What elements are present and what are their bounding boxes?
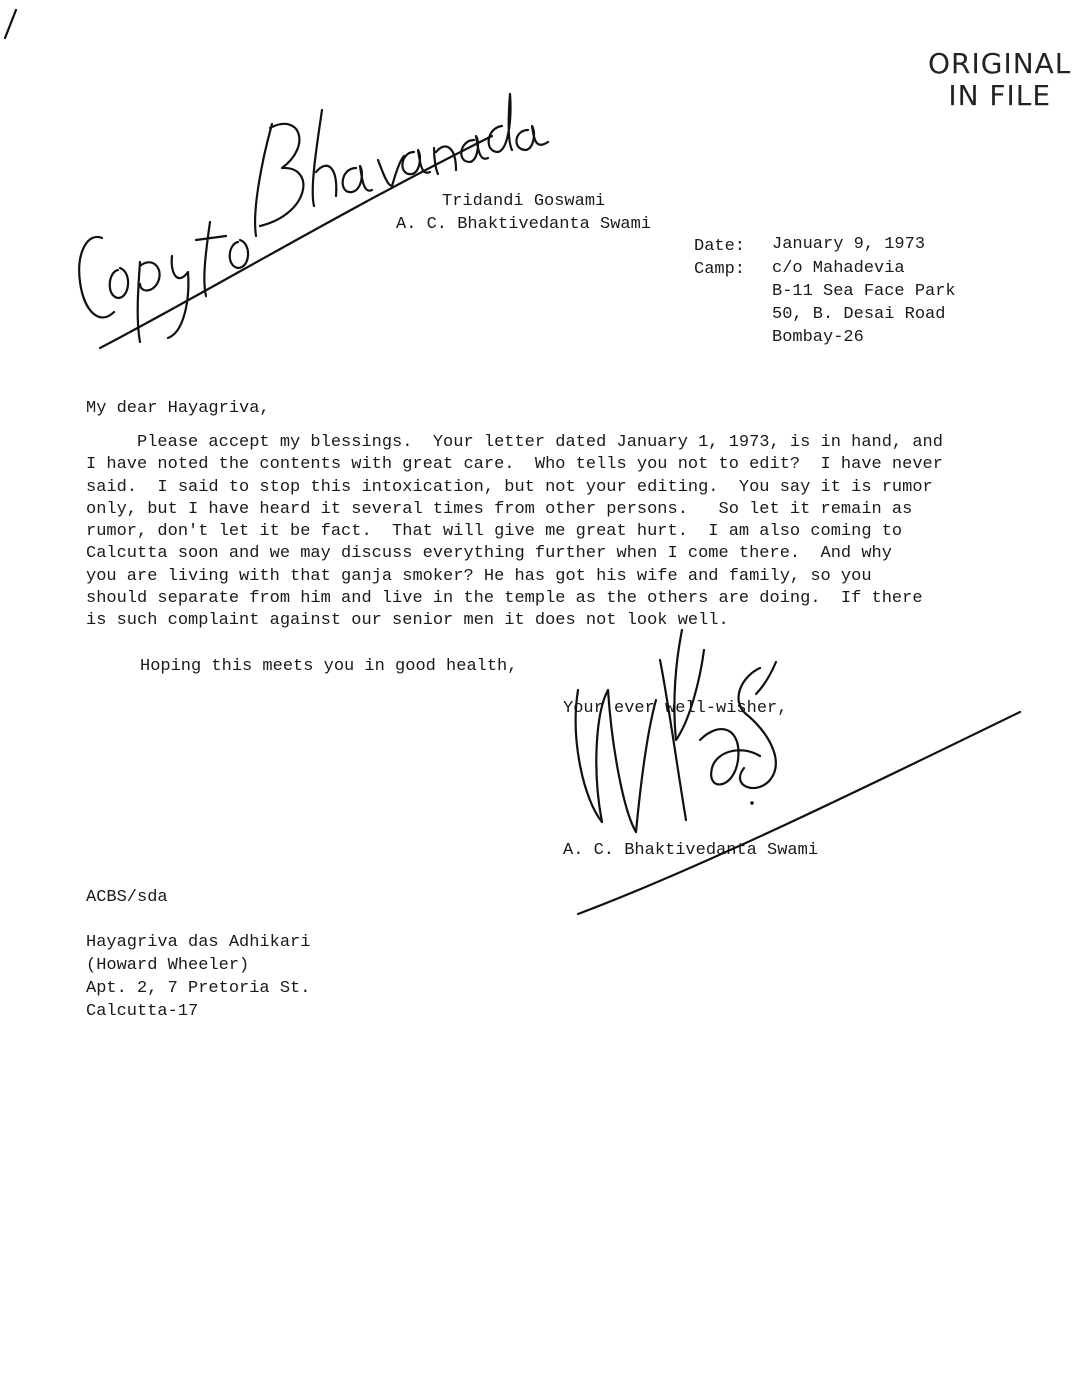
recipient-address [86, 931, 310, 1023]
corner-slash-mark [5, 10, 16, 38]
body-line: Calcutta soon and we may discuss everything further when I come there. And why [86, 544, 892, 564]
letterhead-line-2: A. C. Bhaktivedanta Swami [396, 215, 652, 234]
recipient-line: Hayagriva das Adhikari [86, 933, 311, 952]
body-line: should separate from him and live in the temple as the others are doing. If there [86, 589, 923, 609]
body-line: rumor, don't let it be fact. That will give me great hurt. I am also coming to [86, 522, 903, 542]
stamp-line-1: ORIGINAL [928, 47, 1072, 80]
body-line: I have noted the contents with great care. Who tells you not to edit? I have never [86, 455, 943, 475]
recipient-line: Calcutta-17 [86, 1002, 199, 1021]
stamp-line-2: IN FILE [948, 79, 1052, 112]
camp-line: 50, B. Desai Road [772, 305, 946, 324]
original-in-file-stamp [928, 48, 1071, 112]
body-line: is such complaint against our senior men it does not look well. [86, 611, 729, 631]
typed-signature-name: A. C. Bhaktivedanta Swami [563, 841, 819, 860]
salutation: My dear Hayagriva, [86, 399, 270, 418]
handwritten-signature [576, 630, 1020, 914]
body-line: you are living with that ganja smoker? He has got his wife and family, so you [86, 566, 872, 586]
letterhead-line-1: Tridandi Goswami [442, 192, 606, 211]
body-line: only, but I have heard it several times from other persons. So let it remain as [86, 499, 913, 519]
camp-label: Camp: [694, 260, 746, 279]
letter-body [86, 432, 943, 633]
body-line: Please accept my blessings. Your letter dated January 1, 1973, is in hand, and [86, 433, 943, 452]
camp-line: B-11 Sea Face Park [772, 282, 956, 301]
camp-address [772, 257, 956, 349]
body-line: said. I said to stop this intoxication, but not your editing. You say it is rumor [86, 477, 933, 497]
closing-line: Hoping this meets you in good health, [140, 657, 518, 676]
recipient-line: (Howard Wheeler) [86, 956, 250, 975]
date-value: January 9, 1973 [772, 235, 926, 254]
camp-line: c/o Mahadevia [772, 259, 905, 278]
date-label: Date: [694, 237, 746, 256]
reference-initials: ACBS/sda [86, 888, 168, 907]
camp-line: Bombay-26 [772, 328, 864, 347]
recipient-line: Apt. 2, 7 Pretoria St. [86, 979, 311, 998]
signoff: Your ever well-wisher, [563, 699, 788, 718]
